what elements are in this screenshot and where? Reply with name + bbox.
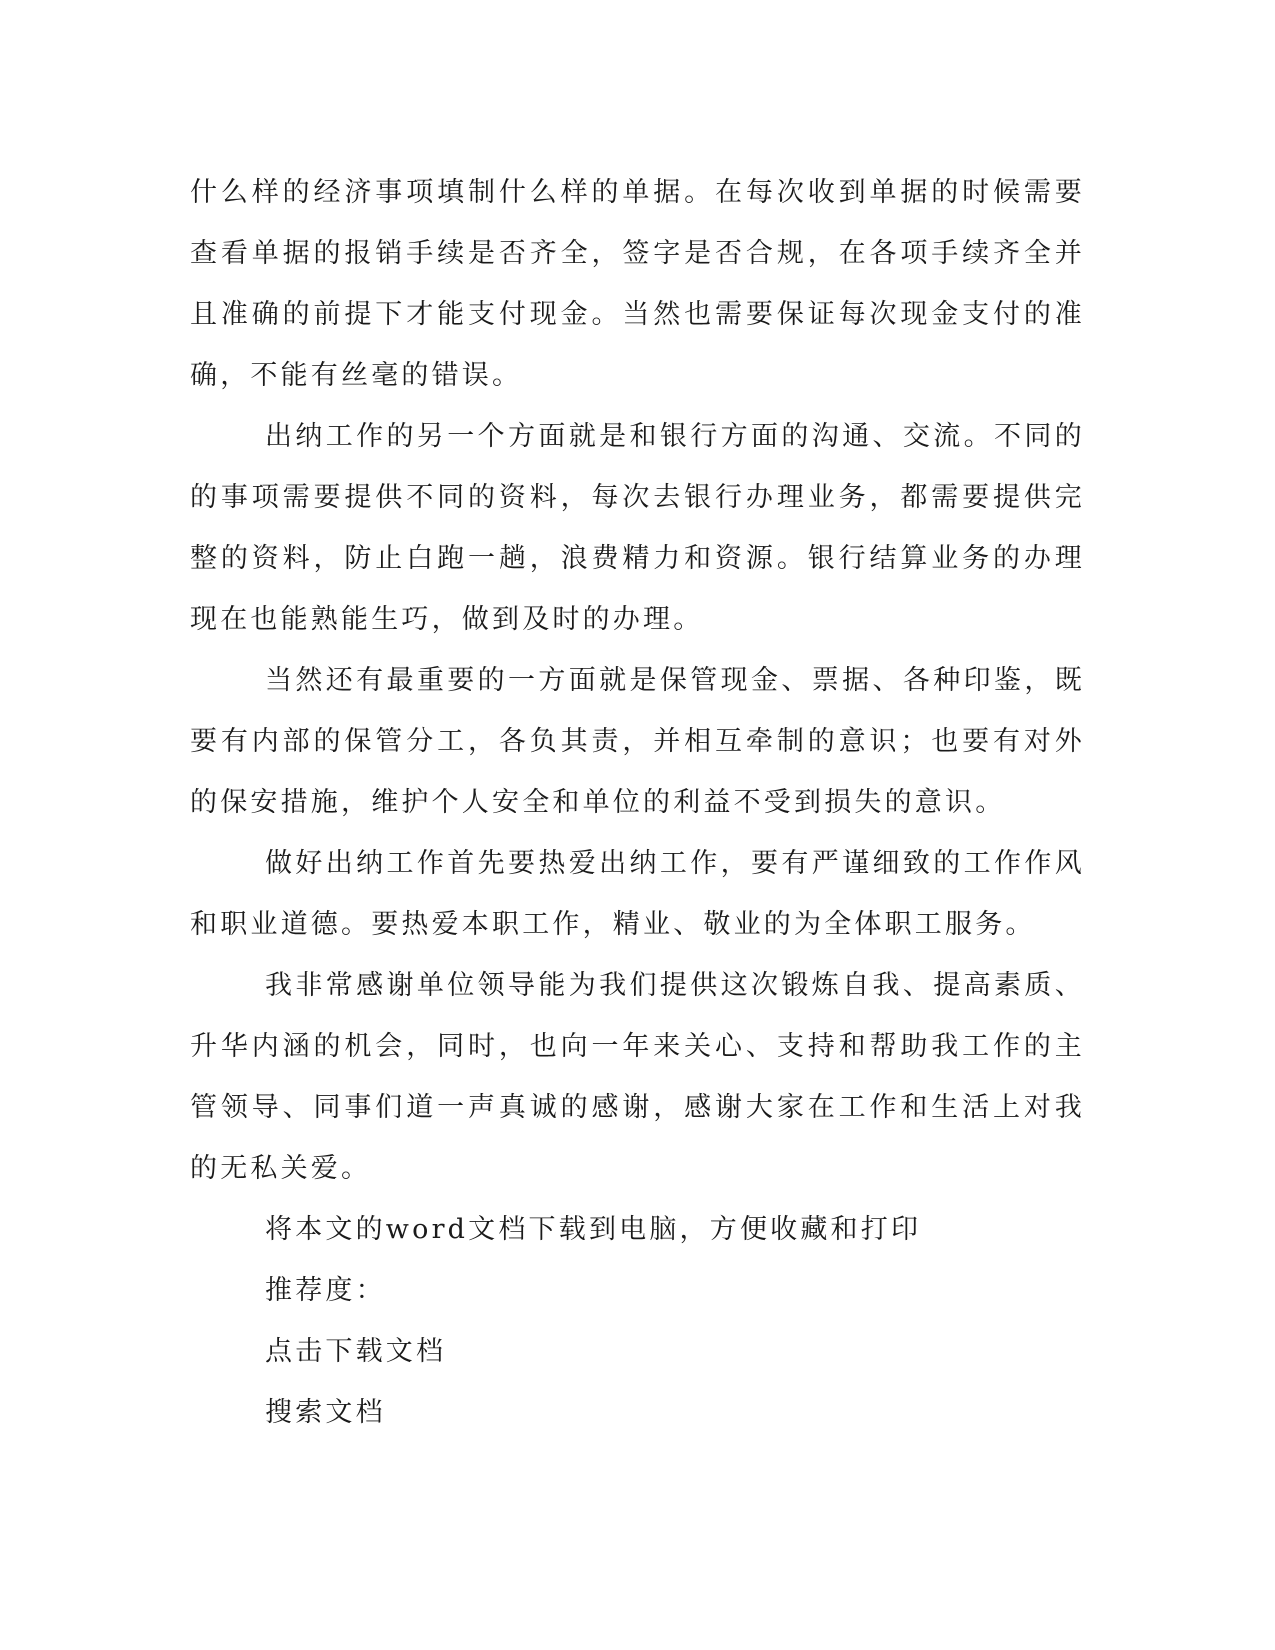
download-document-link[interactable]: 点击下载文档: [265, 1336, 447, 1367]
search-document-link[interactable]: 搜索文档: [265, 1397, 386, 1428]
paragraph-4: 做好出纳工作首先要热爱出纳工作，要有严谨细致的工作作风和职业道德。要热爱本职工作，精业、敬业的为全体职工服务。: [190, 848, 1085, 940]
download-note: 将本文的word文档下载到电脑，方便收藏和打印: [265, 1214, 922, 1245]
paragraph-5: 我非常感谢单位领导能为我们提供这次锻炼自我、提高素质、升华内涵的机会，同时，也向一年来关心、支持和帮助我工作的主管领导、同事们道一声真诚的感谢，感谢大家在工作和生活上对我的无私关爱。: [190, 970, 1085, 1184]
paragraph-1: 什么样的经济事项填制什么样的单据。在每次收到单据的时候需要查看单据的报销手续是否齐全，签字是否合规，在各项手续齐全并且准确的前提下才能支付现金。当然也需要保证每次现金支付的准确，不能有丝毫的错误。: [190, 177, 1085, 391]
paragraph-2: 出纳工作的另一个方面就是和银行方面的沟通、交流。不同的的事项需要提供不同的资料，每次去银行办理业务，都需要提供完整的资料，防止白跑一趟，浪费精力和资源。银行结算业务的办理现在也能熟能生巧，做到及时的办理。: [190, 421, 1085, 635]
paragraph-3: 当然还有最重要的一方面就是保管现金、票据、各种印鉴，既要有内部的保管分工，各负其责，并相互牵制的意识；也要有对外的保安措施，维护个人安全和单位的利益不受到损失的意识。: [190, 665, 1085, 818]
document-body: [190, 162, 1085, 1443]
rating-label: 推荐度：: [265, 1275, 386, 1306]
